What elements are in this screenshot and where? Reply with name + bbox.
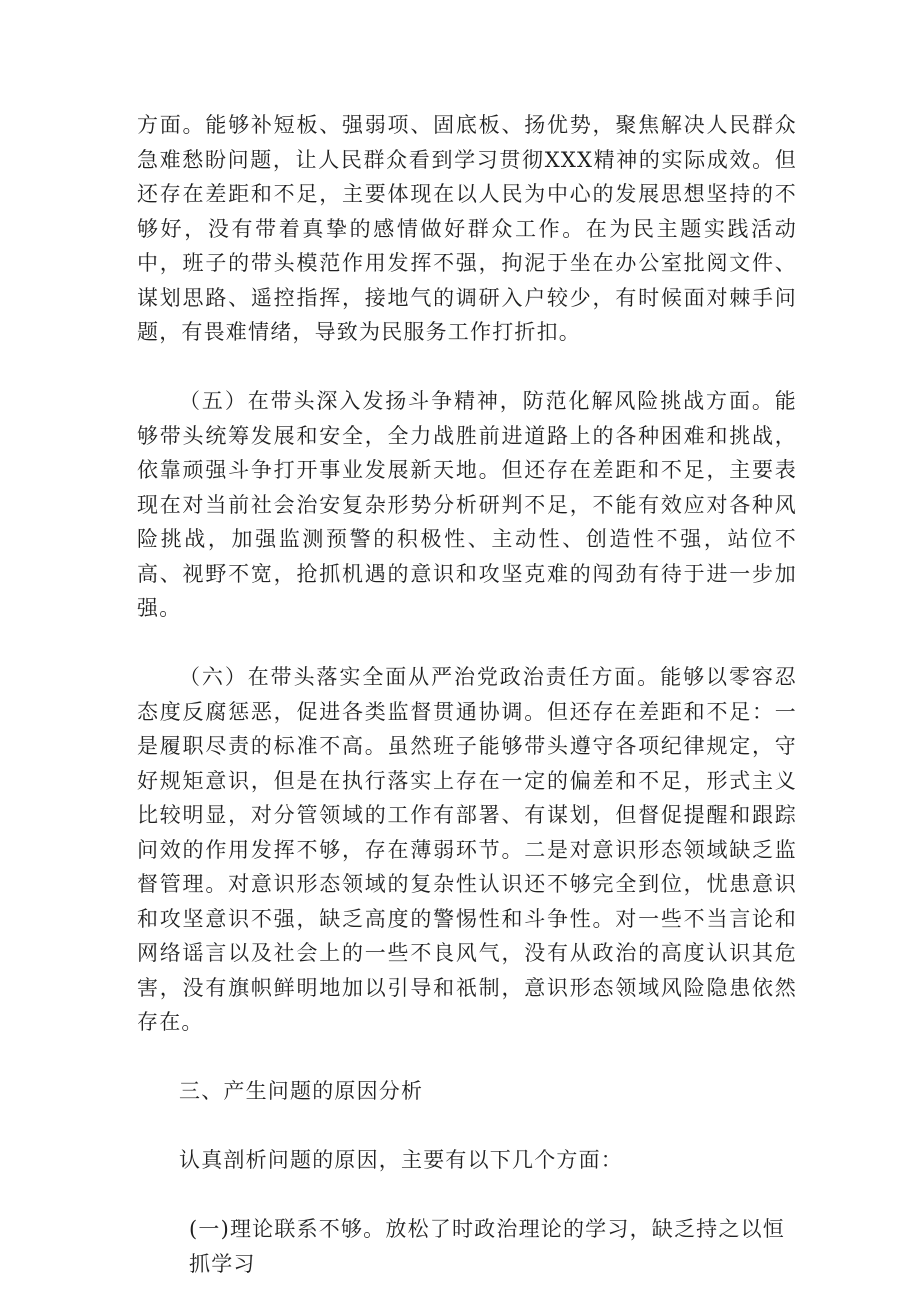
- paragraph-3: （六）在带头落实全面从严治党政治责任方面。能够以零容忍态度反腐惩恶，促进各类监督贯通协调。但还存在差距和不足：一是履职尽责的标准不高。虽然班子能够带头遵守各项纪律规定，守好规矩意识，但是在执行落实上存在一定的偏差和不足，形式主义比较明显，对分管领域的工作有部署、有谋划，但督促提醒和跟踪问效的作用发挥不够，存在薄弱环节。二是对意识形态领域缺乏监督管理。对意识形态领域的复杂性认识还不够完全到位，忧患意识和攻坚意识不强，缺乏高度的警惕性和斗争性。对一些不当言论和网络谣言以及社会上的一些不良风气，没有从政治的高度认识其危害，没有旗帜鲜明地加以引导和祇制，意识形态领域风险隐患依然存在。: [137, 665, 797, 1034]
- document-body: [137, 108, 797, 1281]
- subheading-paragraph: (一)理论联系不够。放松了时政治理论的学习，缺乏持之以恒抓学习: [189, 1217, 785, 1276]
- paragraph-gap: [137, 1178, 797, 1213]
- paragraph-2: （五）在带头深入发扬斗争精神，防范化解风险挑战方面。能够带头统筹发展和安全，全力战胜前进道路上的各种困难和挑战，依靠顽强斗争打开事业发展新天地。但还存在差距和不足，主要表现在对当前社会治安复杂形势分析研判不足，不能有效应对各种风险挑战，加强监测预警的积极性、主动性、创造性不强，站位不高、视野不宽，抢抓机遇的意识和攻坚克难的闯劲有待于进一步加强。: [137, 389, 797, 620]
- section-heading: 三、产生问题的原因分析: [179, 1079, 424, 1103]
- paragraph-1: 方面。能够补短板、强弱项、固底板、扬优势，聚焦解决人民群众急难愁盼问题，让人民群众看到学习贯彻XXX精神的实际成效。但还存在差距和不足，主要体现在以人民为中心的发展思想坚持的不够好，没有带着真挚的感情做好群众工作。在为民主题实践活动中，班子的带头模范作用发挥不强，拘泥于坐在办公室批阅文件、谋划思路、遥控指挥，接地气的调研入户较少，有时候面对棘手问题，有畏难情绪，导致为民服务工作打折扣。: [137, 113, 797, 344]
- paragraph-gap: [137, 626, 797, 661]
- intro-paragraph: 认真剖析问题的原因，主要有以下几个方面：: [179, 1148, 623, 1172]
- paragraph-gap: [137, 1109, 797, 1144]
- paragraph-gap: [137, 1040, 797, 1075]
- paragraph-gap: [137, 350, 797, 385]
